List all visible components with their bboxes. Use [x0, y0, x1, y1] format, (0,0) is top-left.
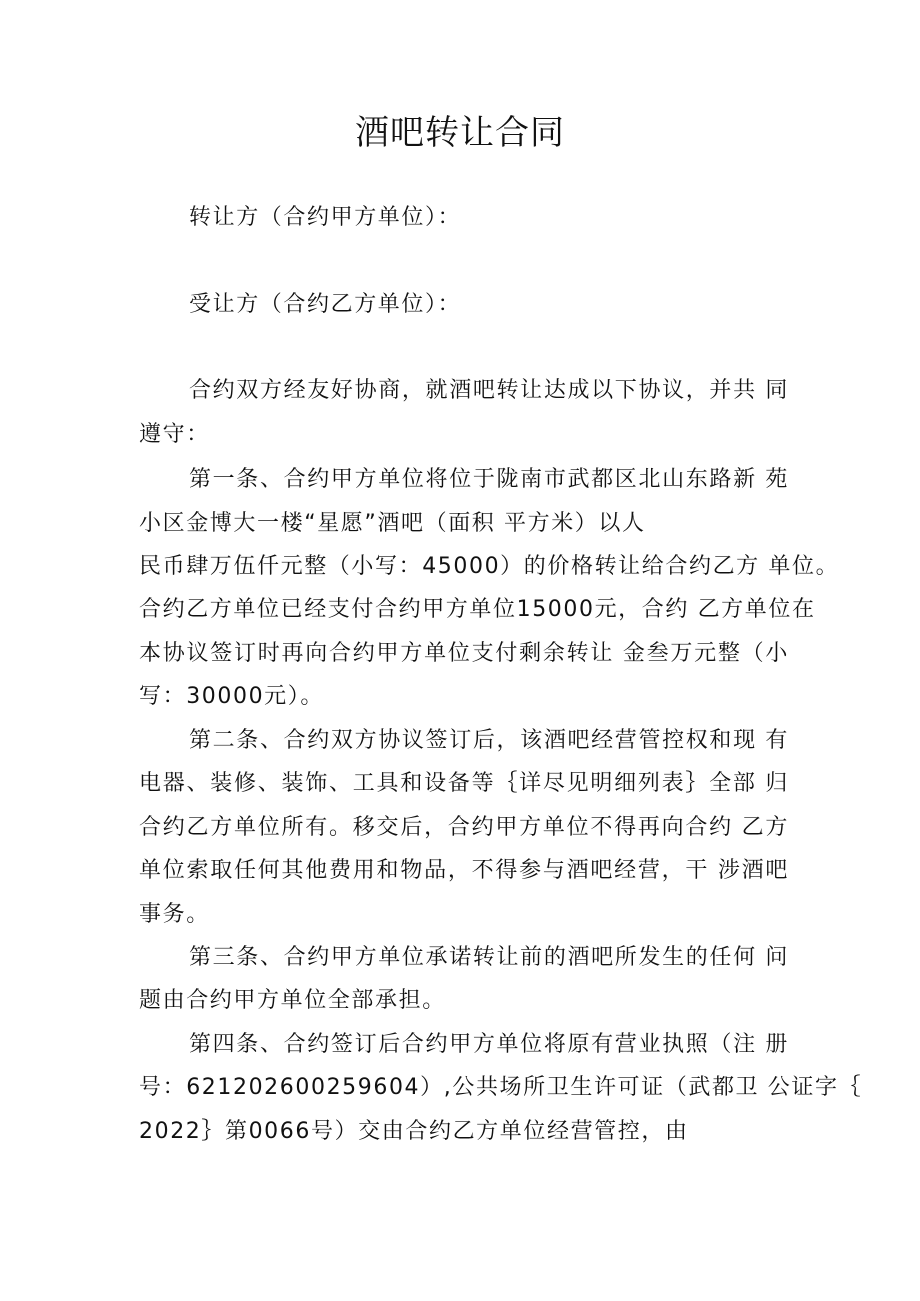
article-1-line: 第一条、合约甲方单位将位于陇南市武都区北山东路新 苑	[189, 467, 789, 492]
article-2-line: 电器、装修、装饰、工具和设备等｛详尽见明细列表｝全部 归	[139, 771, 789, 796]
article-1-line: 民币肆万伍仟元整（小写：45000）的价格转让给合约乙方 单位。	[139, 554, 840, 579]
article-1-line: 写：30000元）。	[139, 684, 324, 709]
article-4-line: 2022｝第0066号）交由合约乙方单位经营管控，由	[139, 1119, 689, 1144]
article-2-line: 第二条、合约双方协议签订后，该酒吧经营管控权和现 有	[189, 728, 789, 753]
paragraph-line: 合约双方经友好协商，就酒吧转让达成以下协议，并共 同	[189, 378, 789, 403]
transferee-line: 受让方（合约乙方单位）：	[189, 292, 462, 317]
article-2-line: 合约乙方单位所有。移交后，合约甲方单位不得再向合约 乙方	[139, 815, 789, 840]
article-3-line: 第三条、合约甲方单位承诺转让前的酒吧所发生的任何 问	[189, 945, 789, 970]
article-1-line: 本协议签订时再向合约甲方单位支付剩余转让 金叁万元整（小	[139, 641, 789, 666]
article-2-line: 事务。	[139, 902, 210, 927]
article-4-line: 号：621202600259604）,公共场所卫生许可证（武都卫 公证字｛	[139, 1075, 863, 1100]
paragraph-line: 遵守：	[139, 422, 210, 447]
article-3-line: 题由合约甲方单位全部承担。	[139, 988, 446, 1013]
article-2-line: 单位索取任何其他费用和物品，不得参与酒吧经营，干 涉酒吧	[139, 858, 789, 883]
article-1-line: 合约乙方单位已经支付合约甲方单位15000元，合约 乙方单位在	[139, 597, 816, 622]
article-1-line: 小区金博大一楼“星愿”酒吧（面积 平方米）以人	[139, 511, 646, 536]
transferor-line: 转让方（合约甲方单位）：	[189, 205, 462, 230]
page-title: 酒吧转让合同	[355, 113, 565, 153]
article-4-line: 第四条、合约签订后合约甲方单位将原有营业执照（注 册	[189, 1032, 789, 1057]
